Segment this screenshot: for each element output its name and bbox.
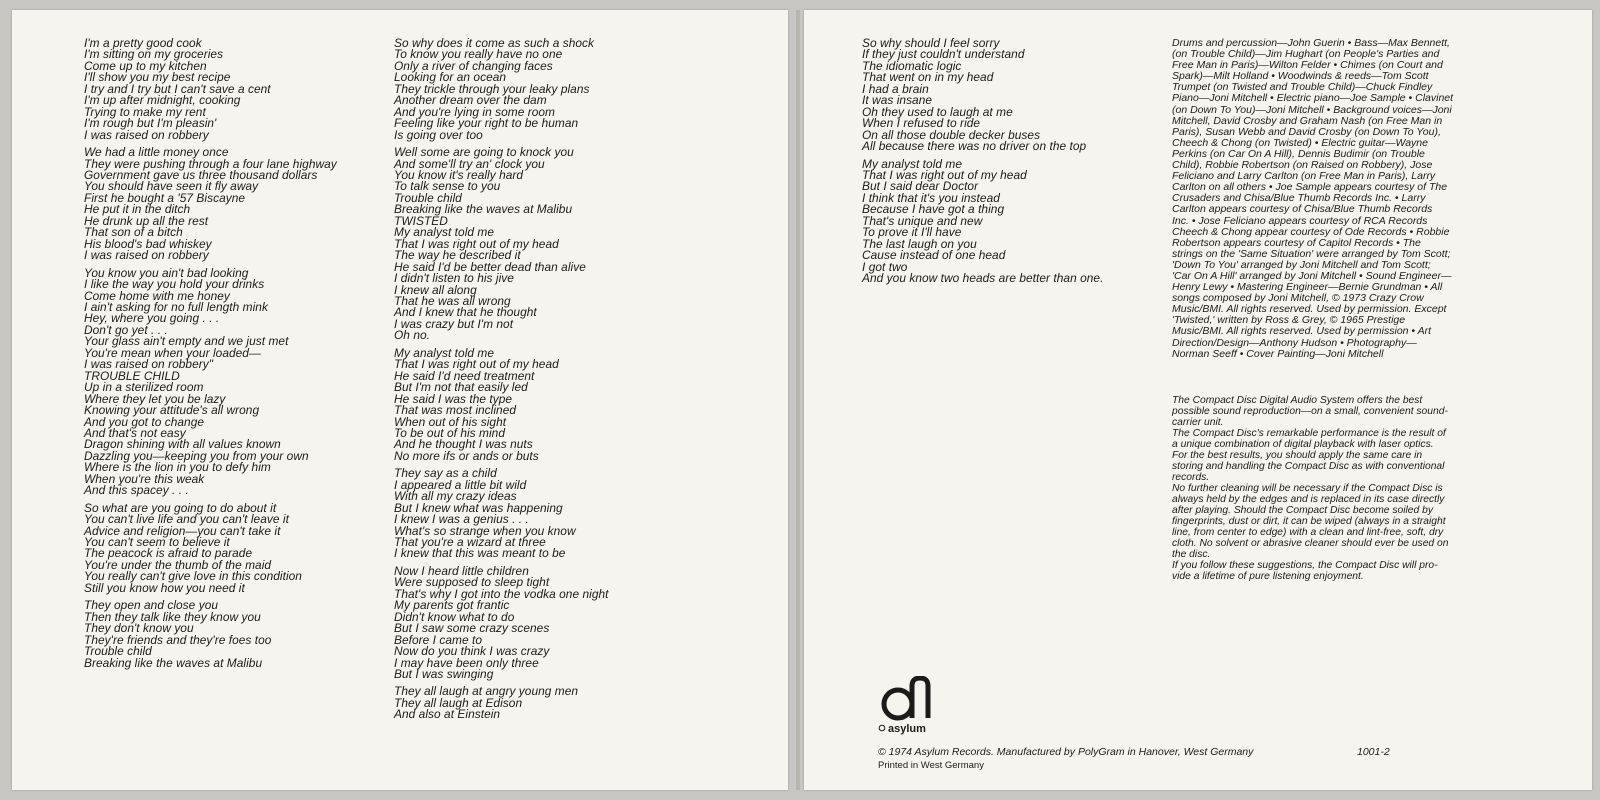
lyric-line: And I knew that he thought [394, 305, 537, 320]
lyric-line: I think that it's you instead [862, 190, 1000, 205]
text-line: strings on the 'Same Situation' were arranged by Tom Scott; [1172, 247, 1451, 260]
text-line: Music/BMI. All rights reserved. Used by permission • Art [1172, 325, 1432, 338]
lyric-line: But I saw some crazy scenes [394, 621, 550, 636]
lyric-line: Knowing your attitude's all wrong [84, 403, 260, 418]
lyric-line: I was raised on robbery" [84, 357, 214, 372]
lyric-line: Now do you think I was crazy [394, 644, 550, 659]
text-line: 'Twisted,' written by Ross & Grey, © 1965 Prestige [1172, 314, 1406, 327]
text-line: Crusaders and Chisa/Blue Thumb Records Inc. • Larry [1172, 192, 1426, 205]
lyric-line: He said I'd be better dead than alive [394, 259, 586, 274]
lyric-line: I'm a pretty good cook [84, 36, 202, 50]
text-line: the disc. [1172, 549, 1211, 560]
lyric-line: That I was right out of my head [862, 167, 1027, 182]
text-line: (on Down To You)—Joni Mitchell • Background voices—Joni [1172, 103, 1452, 116]
song-title-twisted: TWISTED [394, 213, 448, 228]
lyric-line: I was raised on robbery [84, 248, 209, 263]
lyric-line: Come home with me honey [84, 288, 230, 303]
lyric-line: When I refused to ride [862, 116, 981, 131]
lyric-line: That he was all wrong [394, 293, 511, 308]
lyric-line: They were pushing through a four lane highway [84, 156, 337, 171]
lyric-line: Where is the lion in you to defy him [84, 460, 271, 475]
text-line: Feliciano and Larry Carlton (on Free Man in Paris), Larry [1172, 170, 1436, 183]
text-line: No further cleaning will be necessary if the Compact Disc is [1172, 483, 1443, 494]
text-line: Cheech & Chong appear courtesy of Ode Records • Robbie [1172, 225, 1450, 238]
stanza [394, 227, 609, 342]
lyric-line: Come up to my kitchen [84, 58, 207, 73]
text-line: For the best results, you should apply the same care in [1172, 450, 1423, 461]
lyric-line: Then they talk like they know you [84, 609, 261, 624]
lyric-line: To talk sense to you [394, 179, 501, 194]
trouble-child-lyrics [84, 382, 337, 669]
lyric-line: I knew that this was meant to be [394, 546, 566, 561]
text-line: cloth. No solvent or abrasive cleaner should ever be used on [1172, 538, 1449, 549]
lyric-line: He said I was the type [394, 391, 513, 406]
lyric-line: Dragon shining with all values known [84, 437, 281, 452]
stanza [394, 468, 609, 560]
text-line: songs composed by Joni Mitchell, © 1973 Crazy Crow [1172, 292, 1424, 305]
lyric-line: Didn't know what to do [394, 609, 515, 624]
text-line: records. [1172, 472, 1210, 483]
lyric-line: But I was swinging [394, 667, 494, 682]
text-line: Inc. • Jose Feliciano appears courtesy of RCA Records [1172, 214, 1428, 227]
stanza [394, 38, 609, 141]
lyric-line: Breaking like the waves at Malibu [84, 655, 263, 670]
stanza [862, 156, 1104, 286]
text-line: Piano—Joni Mitchell • Electric piano—Joe Sample • Clavinet [1172, 92, 1454, 105]
lyric-line: I was raised on robbery [84, 127, 209, 142]
text-line: carrier unit. [1172, 417, 1224, 428]
lyric-line: Breaking like the waves at Malibu [394, 202, 573, 217]
lyric-line: I had a brain [862, 81, 929, 96]
lyric-line: Looking for an ocean [394, 70, 507, 85]
lyric-line: Because I have got a thing [862, 202, 1005, 217]
lyric-line: I appeared a little bit wild [394, 477, 527, 492]
text-line: 'Car On A Hill' arranged by Joni Mitchell • Sound Engineer— [1172, 269, 1452, 282]
lyric-line: They don't know you [84, 621, 194, 636]
text-line: 'Down To You' arranged by Joni Mitchell and Tom Scott; [1172, 258, 1431, 271]
lyric-line: That's unique and new [862, 213, 983, 228]
lyric-line: Trouble child [394, 190, 462, 205]
text-line: (on Trouble Child)—Jim Hughart (on People's Parties and [1172, 48, 1440, 61]
text-line: Drums and percussion—John Guerin • Bass—Max Bennett, [1172, 37, 1450, 49]
lyric-line: When out of his sight [394, 414, 507, 429]
lyrics-column-2 [394, 38, 609, 721]
lyric-line: Where they let you be lazy [84, 391, 226, 406]
lyric-line: I may have been only three [394, 655, 539, 670]
lyric-line: And he thought I was nuts [394, 437, 533, 452]
lyric-line: You're under the thumb of the maid [84, 557, 272, 572]
text-line: Paris), Susan Webb and David Crosby (on Down To You), [1172, 125, 1441, 138]
lyric-line: We had a little money once [84, 145, 229, 160]
text-line: storing and handling the Compact Disc as with conventional [1172, 461, 1445, 472]
lyric-line: No more ifs or ands or buts [394, 448, 539, 463]
lyric-line: If they just couldn't understand [862, 47, 1025, 62]
lyric-line: Government gave us three thousand dollars [84, 167, 318, 182]
lyric-line: The peacock is afraid to parade [84, 546, 253, 561]
lyric-line: Still you know how you need it [84, 580, 245, 595]
stanza [84, 38, 337, 141]
text-line: Spark)—Milt Holland • Woodwinds & reeds—Tom Scott [1172, 70, 1429, 83]
lyric-line: That went on in my head [862, 70, 994, 85]
lyric-line: Before I came to [394, 632, 483, 647]
lyric-line: I knew I was a genius . . . [394, 512, 529, 527]
lyric-line: Now I heard little children [394, 563, 529, 578]
text-line: Music/BMI. All rights reserved. Used by permission. Except [1172, 303, 1447, 316]
lyric-line: Trying to make my rent [84, 104, 206, 119]
lyric-line: He drunk up all the rest [84, 213, 209, 228]
lyric-line: I'll show you my best recipe [84, 70, 231, 85]
text-line: line, from center to edge) with a clean and lint-free, soft, dry [1172, 527, 1444, 538]
lyric-line: You should have seen it fly away [84, 179, 259, 194]
catalog-number: 1001-2 [1357, 746, 1390, 758]
lyric-line: And also at Einstein [394, 707, 501, 722]
lyric-line: His blood's bad whiskey [84, 236, 212, 251]
stanza [394, 563, 609, 682]
stanza [394, 345, 609, 463]
text-line: after playing. Should the Compact Disc become soiled by [1172, 505, 1433, 516]
stanza [84, 147, 337, 262]
lyric-line: You can't live life and you can't leave it [84, 512, 289, 527]
booklet-right-page [804, 10, 1592, 790]
lyric-line: It was insane [862, 93, 933, 108]
lyric-line: I knew all along [394, 282, 477, 297]
text-line: Carlton on all others • Joe Sample appears courtesy of The [1172, 181, 1448, 194]
song-title-trouble-child: TROUBLE CHILD [84, 368, 180, 383]
lyric-line: My analyst told me [862, 156, 963, 171]
lyric-line: You know you ain't bad looking [84, 265, 249, 280]
text-line: Perkins (on Car On A Hill), Dennis Budimir (on Trouble [1172, 147, 1425, 160]
lyric-line: That I was right out of my head [394, 236, 559, 251]
lyric-line: My parents got frantic [394, 598, 510, 613]
lyric-line: They all laugh at angry young men [394, 684, 579, 699]
text-line: The Compact Disc Digital Audio System offers the best [1172, 395, 1423, 406]
lyric-line: That son of a bitch [84, 225, 183, 240]
lyric-line: And you know two heads are better than one. [862, 271, 1104, 286]
lyric-line: That you're a wizard at three [394, 535, 546, 550]
lyric-line: But I knew what was happening [394, 500, 563, 515]
lyric-line: Don't go yet . . . [84, 322, 168, 337]
lyric-line: So why does it come as such a shock [394, 36, 595, 50]
lyric-line: Trouble child [84, 644, 152, 659]
asylum-logo [878, 676, 932, 736]
lyric-line: My analyst told me [394, 345, 495, 360]
text-line: Carlton appears courtesy of Chisa/Blue Thumb Records [1172, 203, 1433, 216]
lyric-line: And you got to change [84, 414, 205, 429]
compact-disc-info [1172, 395, 1448, 582]
lyric-line: My analyst told me [394, 225, 495, 240]
stanza [84, 265, 337, 372]
text-line: Mitchell, David Crosby and Graham Nash (on Free Man in [1172, 114, 1443, 127]
twisted-lyrics [394, 227, 609, 721]
lyric-line: But I said dear Doctor [862, 179, 979, 194]
lyric-line: I was crazy but I'm not [394, 316, 514, 331]
copyright-line: © 1974 Asylum Records. Manufactured by PolyGram in Hanover, West Germany [878, 746, 1254, 758]
twisted-lyrics-end [862, 38, 1103, 285]
lyric-line: You know it's really hard [394, 167, 524, 182]
lyric-line: And this spacey . . . [84, 483, 189, 498]
printed-in-line: Printed in West Germany [878, 760, 984, 771]
lyrics-column-1 [84, 38, 337, 669]
text-line: always held by the edges and is replaced in its case directly [1172, 494, 1445, 505]
lyric-line: Oh no. [394, 328, 430, 343]
lyric-line: But I'm not that easily led [394, 380, 528, 395]
lyric-line: Another dream over the dam [394, 93, 547, 108]
lyric-line: The idiomatic logic [862, 58, 962, 73]
lyric-line: I got two [862, 259, 908, 274]
text-line: Henry Lewy • Mastering Engineer—Bernie Grundman • All [1172, 281, 1443, 294]
logo-wordmark: asylum [888, 723, 926, 735]
stanza [862, 38, 1103, 153]
lyric-line: When you're this weak [84, 471, 205, 486]
lyric-line: They're friends and they're foes too [84, 632, 272, 647]
lyric-line: Dazzling you—keeping you from your own [84, 448, 309, 463]
text-line: possible sound reproduction—on a small, convenient sound- [1172, 406, 1448, 417]
text-line: Direction/Design—Anthony Hudson • Photography— [1172, 336, 1417, 349]
lyric-line: Only a river of changing faces [394, 58, 553, 73]
lyric-line: Is going over too [394, 127, 483, 142]
stanza [84, 500, 337, 595]
text-line: Trumpet (on Twisted and Trouble Child)—Chuck Findley [1172, 81, 1433, 94]
lyric-line: First he bought a '57 Biscayne [84, 190, 246, 205]
lyric-line: Advice and religion—you can't take it [84, 523, 281, 538]
lyric-line: To be out of his mind [394, 425, 505, 440]
lyric-line: They open and close you [84, 598, 219, 613]
lyric-line: Feeling like your right to be human [394, 116, 579, 131]
lyric-line: To prove it I'll have [862, 225, 962, 240]
booklet-left-page [12, 10, 788, 790]
lyric-line: And that's not easy [84, 425, 186, 440]
lyric-line: All because there was no driver on the top [862, 139, 1087, 154]
lyric-line: And you're lying in some room [394, 104, 556, 119]
lyric-line: I'm rough but I'm pleasin' [84, 116, 217, 131]
credits-block [1172, 38, 1453, 360]
lyric-line: That's why I got into the vodka one night [394, 586, 609, 601]
lyric-line: Well some are going to knock you [394, 145, 574, 160]
text-line: a unique combination of digital playback with laser optics. [1172, 439, 1434, 450]
lyric-line: I'm up after midnight, cooking [84, 93, 241, 108]
text-line: If you follow these suggestions, the Compact Disc will pro- [1172, 560, 1438, 571]
lyric-line: The last laugh on you [862, 236, 977, 251]
stanza [84, 600, 337, 669]
lyric-line: Cause instead of one head [862, 248, 1006, 263]
text-line: Cheech & Chong (on Twisted) • Electric guitar—Wayne [1172, 136, 1428, 149]
lyric-line: Your glass ain't empty and we just met [84, 334, 289, 349]
lyric-line: You really can't give love in this condition [84, 569, 302, 584]
raised-on-robbery-lyrics [84, 38, 337, 371]
lyric-line: You're mean when your loaded— [84, 345, 261, 360]
text-line: Robertson appears courtesy of Capitol Records • The [1172, 236, 1421, 249]
text-line: The Compact Disc's remarkable performance is the result of [1172, 428, 1446, 439]
trouble-child-lyrics-end [394, 38, 609, 216]
lyric-line: Oh they used to laugh at me [862, 104, 1013, 119]
lyric-line: So why should I feel sorry [862, 36, 1000, 50]
stanza [84, 382, 337, 497]
text-line: Free Man in Paris)—Wilton Felder • Chimes (on Court and [1172, 59, 1443, 72]
stanza [394, 686, 609, 720]
lyric-line: And some'll try an' clock you [394, 156, 545, 171]
lyric-line: On all those double decker buses [862, 127, 1041, 142]
lyric-line: Hey, where you going . . . [84, 311, 220, 326]
lyric-line: He said I'd need treatment [394, 368, 535, 383]
lyric-line: I like the way you hold your drinks [84, 277, 265, 292]
lyric-line: I ain't asking for no full length mink [84, 299, 268, 314]
lyric-line: Up in a sterilized room [84, 380, 204, 395]
lyric-line: They say as a child [394, 466, 497, 481]
booklet-spine [796, 10, 800, 790]
lyric-line: That I was right out of my head [394, 357, 559, 372]
lyric-line: You can't seem to believe it [84, 535, 230, 550]
text-line: Child), Robbie Robertson (on Raised on Robbery), Jose [1172, 159, 1433, 172]
text-line: vide a lifetime of pure listening enjoyment. [1172, 571, 1364, 582]
lyric-line: The way he described it [394, 248, 521, 263]
stanza [394, 147, 609, 216]
lyric-line: To know you really have no one [394, 47, 563, 62]
lyric-line: I try and I try but I can't save a cent [84, 81, 271, 96]
lyric-line: He put it in the ditch [84, 202, 191, 217]
text-line: fingerprints, dust or dirt, it can be wiped (always in a straight [1172, 516, 1446, 527]
lyric-line: What's so strange when you know [394, 523, 576, 538]
lyric-line: They all laugh at Edison [394, 695, 523, 710]
lyric-line: They trickle through your leaky plans [394, 81, 590, 96]
lyric-line: I didn't listen to his jive [394, 271, 514, 286]
text-line: Norman Seeff • Cover Painting—Joni Mitchell [1172, 347, 1384, 360]
lyric-line: That was most inclined [394, 403, 517, 418]
lyric-line: I'm sitting on my groceries [84, 47, 224, 62]
lyric-line: So what are you going to do about it [84, 500, 277, 515]
lyric-line: With all my crazy ideas [394, 489, 517, 504]
lyric-line: Were supposed to sleep tight [394, 575, 550, 590]
